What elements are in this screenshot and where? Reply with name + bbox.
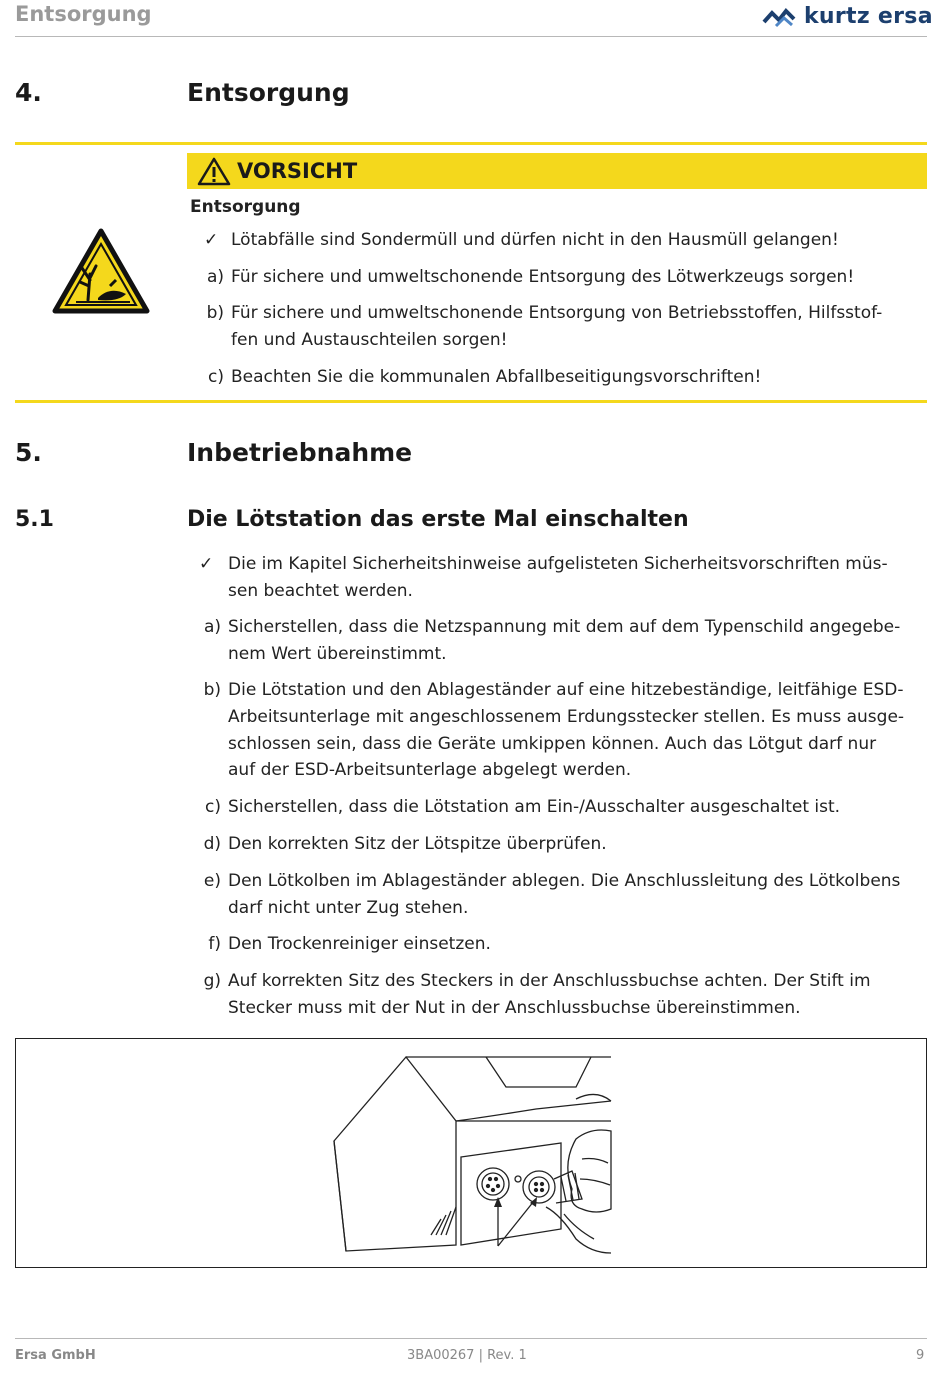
- caution-banner: [187, 153, 927, 189]
- header-rule: [15, 36, 927, 37]
- section-4-title: Entsorgung: [187, 78, 350, 107]
- step-marker: e): [203, 871, 221, 891]
- caution-item-marker: a): [206, 267, 224, 287]
- section-5-number: 5.: [15, 438, 42, 467]
- step-marker: c): [205, 797, 221, 817]
- footer-page-number: 9: [916, 1348, 925, 1363]
- step-marker: g): [203, 971, 221, 991]
- section-5-1-title: Die Lötstation das erste Mal einschalten: [187, 507, 689, 532]
- caution-item-text: Für sichere und umweltschonende Entsorgung des Lötwerkzeugs sorgen!: [231, 267, 855, 287]
- running-header-title: Entsorgung: [15, 2, 152, 26]
- step-text: Stecker muss mit der Nut in der Anschlussbuchse übereinstimmen.: [228, 998, 801, 1018]
- caution-item-text: Für sichere und umweltschonende Entsorgung von Betriebsstoffen, Hilfsstof-: [231, 303, 883, 323]
- precondition-text: Die im Kapitel Sicherheitshinweise aufgelisteten Sicherheitsvorschriften müs-: [228, 554, 888, 574]
- caution-subtitle: Entsorgung: [190, 197, 301, 217]
- footer-company: Ersa GmbH: [15, 1348, 96, 1363]
- caution-item-text: fen und Austauschteilen sorgen!: [231, 330, 508, 350]
- logo-mark-icon: [762, 6, 798, 28]
- step-text: Sicherstellen, dass die Lötstation am Ein-/Ausschalter ausgeschaltet ist.: [228, 797, 841, 817]
- footer-rule: [15, 1338, 927, 1339]
- footer-document-reference: 3BA00267 | Rev. 1: [407, 1348, 527, 1363]
- caution-item-text: Beachten Sie die kommunalen Abfallbeseitigungsvorschriften!: [231, 367, 762, 387]
- caution-check-text: Lötabfälle sind Sondermüll und dürfen nicht in den Hausmüll gelangen!: [231, 230, 839, 250]
- environment-hazard-icon: [52, 228, 150, 314]
- caution-item-marker: c): [208, 367, 224, 387]
- step-marker: b): [203, 680, 221, 700]
- logo-text: kurtz ersa: [804, 4, 933, 29]
- caution-bottom-rule: [15, 400, 927, 403]
- section-4-number: 4.: [15, 78, 42, 107]
- check-icon: ✓: [204, 230, 219, 250]
- step-text: schlossen sein, dass die Geräte umkippen können. Auch das Lötgut darf nur: [228, 734, 877, 754]
- connector-figure: [15, 1038, 927, 1268]
- step-text: Sicherstellen, dass die Netzspannung mit dem auf dem Typenschild angegebe-: [228, 617, 901, 637]
- step-text: Die Lötstation und den Ablageständer auf eine hitzebeständige, leitfähige ESD-: [228, 680, 904, 700]
- step-text: auf der ESD-Arbeitsunterlage abgelegt werden.: [228, 760, 632, 780]
- step-marker: a): [203, 617, 221, 637]
- step-text: Den Trockenreiniger einsetzen.: [228, 934, 491, 954]
- caution-top-rule: [15, 142, 927, 145]
- step-text: darf nicht unter Zug stehen.: [228, 898, 469, 918]
- caution-item-marker: b): [206, 303, 224, 323]
- step-text: Den korrekten Sitz der Lötspitze überprüfen.: [228, 834, 607, 854]
- section-5-title: Inbetriebnahme: [187, 438, 413, 467]
- section-5-1-number: 5.1: [15, 507, 54, 532]
- caution-label: VORSICHT: [237, 159, 358, 183]
- step-text: Den Lötkolben im Ablageständer ablegen. Die Anschlussleitung des Lötkolbens: [228, 871, 901, 891]
- warning-triangle-icon: [197, 156, 231, 186]
- step-text: Auf korrekten Sitz des Steckers in der Anschlussbuchse achten. Der Stift im: [228, 971, 871, 991]
- precondition-text: sen beachtet werden.: [228, 581, 413, 601]
- step-marker: f): [208, 934, 221, 954]
- step-marker: d): [203, 834, 221, 854]
- connector-illustration: [16, 1039, 926, 1267]
- step-text: Arbeitsunterlage mit angeschlossenem Erdungsstecker stellen. Es muss ausge-: [228, 707, 905, 727]
- check-icon: ✓: [199, 554, 214, 574]
- kurtz-ersa-logo: [762, 4, 933, 29]
- step-text: nem Wert übereinstimmt.: [228, 644, 447, 664]
